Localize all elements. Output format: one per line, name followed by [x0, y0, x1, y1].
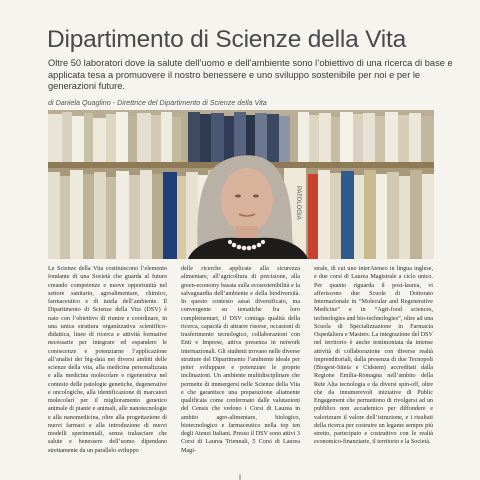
article-column-1 [48, 265, 167, 477]
article-column-3 [314, 265, 433, 477]
page-fold-mark [239, 474, 241, 480]
article-column-2 [181, 265, 300, 477]
page-title: Dipartimento di Scienze della Vita [47, 26, 407, 53]
director-photo [48, 110, 434, 259]
column-1-text: Le Scienze della Vita costituiscono l’elemento fondante di una Società che guarda al futuro creando competenze e nuove opportunità nel settore sanitario, agroalimentare, chimico, farmaceutico e di tutela dell’ambiente. Il Dipartimento di Scienze della Vita (DSV) è nato con l’obiettivo di riunire e coordinare, in una unica struttura organizzativa scientifico-didattica, linee di ricerca e attività formative necessarie per integrare ed espandere le conoscenze e potenziarne l’applicazione all’analisi dei big-data nei diversi ambiti delle scienze della vita, alla medicina personalizzata e alla medicina molecolare e rigenerativa nel contesto delle patologie genetiche, degenerative e oncologiche, alla identificazione di marcatori molecolari per il miglioramento genetico animale di piante e animali, alle nanotecnologie e alla nanomedicina, oltre alla progettazione di nuovi farmaci e alla introduzione di nuovi modelli sperimentali, senza tralasciare che salute e benessere dell’uomo dipendano strettamente da un parallelo sviluppo [48, 266, 167, 454]
book-spine-label: PATOLOGIA [295, 186, 301, 220]
author-byline: di Daniela Quaglino - Direttrice del Dipartimento di Scienze della Vita [48, 98, 267, 107]
intro-paragraph: Oltre 50 laboratori dove la salute dell’uomo e dell’ambiente sono l’obiettivo di una ricerca di base e applicata tesa a promuovere il nostro benessere e uno sviluppo sostenibile per noi e per le generazioni future. [48, 58, 453, 92]
column-3-text: strale, di cui uno interAteneo in lingua inglese, e due corsi di Laurea Magistrale a ciclo unico. Per quanto riguarda il post-laurea, vi afferiscono due Scuole di Dottorato Internazionale in “Molecular and Regenerative Medicine” e in “Agri-food sciences, technologies and bio-technologies”, oltre ad una Scuola di Specializzazione in Farmacia Ospedaliera e Masters. La integrazione del DSV nel territorio è anche testimoniata da intense attività di collaborazione con diverse realtà imprenditoriali, dalla presenza di due Tecnopoli (Biogest-Siteia e Cidstem) accreditati dalla Regione Emilia-Romagna nell’ambito della Rete Alta tecnologia e da diversi spin-off, oltre che da innumerevoli iniziative di Public Engagement che permettono di rivolgersi ad un pubblico non accademico per diffondere e valorizzare il valore dell’istruzione, e i risultati della ricerca per costruire un legame sempre più stretto, partecipato e costruttivo con le realtà economico-finanziarie, il territorio e la Società. [314, 266, 433, 446]
article-body [48, 265, 438, 480]
column-2-text: delle ricerche applicate alla sicurezza alimentare, all’agricoltura di precisione, alla green-economy basata sulla ecosostenibilità e la salvaguardia dell’ambiente e della biodiversità. In questo contesto assai diversificato, ma convergente su tematiche fra loro complementari, il DSV coniuga qualità della ricerca, capacità di attrarre risorse, occasioni di trasferimento tecnologico, collaborazioni con Enti e Imprese, attiva presenza in network internazionali. Gli studenti trovano nelle diverse strutture del Dipartimento l’ambiente ideale per poter sviluppare e potenziare le proprie inclinazioni. Un ambiente multidisciplinare che permette di immergersi nelle Scienze della Vita e che garantisce una preparazione altamente qualificata come confermato dalle valutazioni del Censis che vedono i Corsi di Laurea in ambito agro-alimentare, biologico, biotecnologico e farmaceutico nella top ten degli Atenei Italiani. Presso il DSV sono attivi 3 Corsi di Laurea Triennali, 5 Corsi di Laurea Magi- [181, 266, 300, 454]
